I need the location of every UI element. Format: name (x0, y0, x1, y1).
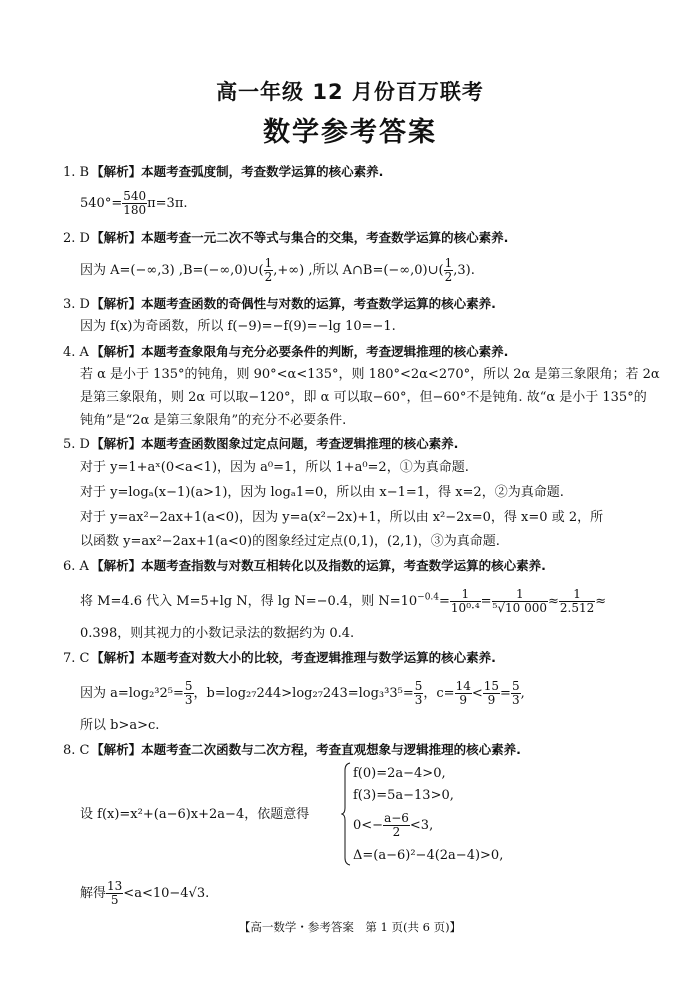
question-8-result (80, 880, 209, 907)
question-number: 7. C (63, 651, 90, 666)
question-3-header (63, 295, 496, 314)
fraction: $\frac{15}{9}$ (483, 679, 500, 707)
math-text: 540°= (80, 196, 123, 211)
question-4-line-1: 若 α 是小于 135°的钝角，则 90°<α<135°，则 180°<2α<270°，所以 2α 是第三象限角；若 2α (80, 367, 660, 382)
fraction: $\frac{13}{5}$ (107, 879, 123, 907)
analysis-heading: 【解析】本题考查弧度制，考查数学运算的核心素养. (91, 164, 384, 179)
analysis-heading: 【解析】本题考查象限角与充分必要条件的判断，考查逻辑推理的核心素养. (91, 344, 509, 359)
question-4-line-2: 是第三象限角，则 2α 可以取−120°，即 α 可以取−60°，但−60°不是钝角. 故“α 是小于 135°的 (80, 390, 647, 405)
question-number: 3. D (63, 297, 90, 312)
question-8-header (63, 741, 521, 760)
question-3-solution: 因为 f(x)为奇函数，所以 f(−9)=−f(9)=−lg 10=−1. (80, 319, 396, 334)
question-7-solution: 因为 a=log₂³2⁵= $\frac{5}{3}$ ，b=log₂₇244>log₂₇243=log₃³3⁵= $\frac{5}{3}$ ，c= $\frac{14}{9}$ < $\frac{15}{9}$ = $\frac{5}{3}$ , (80, 679, 525, 707)
question-5-line-1: 对于 y=1+aˣ(0<a<1)，因为 a⁰=1，所以 1+a⁰=2，①为真命题. (80, 460, 469, 475)
question-6-header (63, 557, 546, 576)
analysis-heading: 【解析】本题考查函数图象过定点问题，考查逻辑推理的核心素养. (91, 436, 459, 451)
analysis-heading: 【解析】本题考查二次函数与二次方程，考查直观想象与逻辑推理的核心素养. (91, 742, 521, 757)
math-text: 因为 A=(−∞,3) ,B=(−∞,0)∪( (80, 263, 264, 278)
analysis-heading: 【解析】本题考查对数大小的比较，考查逻辑推理与数学运算的核心素养. (91, 650, 496, 665)
question-number: 1. B (63, 165, 90, 180)
math-text: ,3). (453, 263, 475, 278)
question-5-header (63, 435, 458, 454)
math-text: ，b=log₂₇244>log₂₇243=log₃³3⁵= (193, 686, 414, 701)
question-6-solution: 将 M=4.6 代入 M=5+lg N，得 lg N=−0.4，则 $N=10^{-0.4}=$ $\frac{1}{\text{10⁰·⁴}}$ = $\frac{1}{\text{⁵√10 000}}$ ≈ $\frac{1}{2.512}$ ≈ (80, 587, 607, 615)
question-number: 6. A (63, 559, 89, 574)
fraction: $\frac{5}{3}$ (511, 679, 520, 707)
exam-title: 高一年级 12 月份百万联考 (216, 80, 484, 104)
question-7-line-2: 所以 b>a>c. (80, 718, 160, 733)
question-5-line-3: 对于 y=ax²−2ax+1(a<0)，因为 y=a(x²−2x)+1，所以由 x²−2x=0，得 x=0 或 2，所 (80, 510, 604, 525)
question-number: 2. D (63, 231, 90, 246)
system-line-3 (353, 812, 433, 839)
question-4-line-3: 钝角”是“2α 是第三象限角”的充分不必要条件. (80, 413, 347, 428)
question-1-header (63, 163, 383, 182)
fraction: $\frac{1}{\text{⁵√10 000}}$ (492, 587, 547, 615)
fraction: $\frac{14}{9}$ (455, 679, 471, 707)
question-6-line-2: 0.398，则其视力的小数记录法的数据约为 0.4. (80, 626, 355, 641)
fraction: $\frac{1}{\text{10⁰·⁴}}$ (450, 587, 480, 615)
math-text: π=3π. (147, 196, 188, 211)
question-5-line-2: 对于 y=logₐ(x−1)(a>1)，因为 logₐ1=0，所以由 x−1=1，得 x=2，②为真命题. (80, 485, 564, 500)
system-line-4: Δ=(a−6)²−4(2a−4)>0, (353, 848, 504, 863)
question-2-header (63, 229, 508, 248)
fraction: $\frac{540}{180}$ (123, 189, 147, 217)
system-line-2: f(3)=5a−13>0, (353, 788, 454, 803)
question-8-lead: 设 f(x)=x²+(a−6)x+2a−4，依题意得 (80, 807, 310, 822)
math-text: 将 M=4.6 代入 M=5+lg N，得 lg N=−0.4，则 N=10 (80, 594, 418, 609)
left-brace (341, 762, 351, 866)
fraction: $\frac{1}{2.512}$ (559, 587, 595, 615)
question-number: 8. C (63, 743, 90, 758)
fraction: $\frac{5}{3}$ (184, 679, 193, 707)
fraction: $\frac{a-6}{2}$ (384, 811, 409, 839)
fraction: $\frac{1}{2}$ (444, 256, 453, 284)
fraction: $\frac{1}{2}$ (264, 256, 273, 284)
math-text: <3, (409, 818, 434, 833)
question-2-solution (80, 257, 475, 284)
math-text: 解得 (80, 886, 107, 901)
system-line-1: f(0)=2a−4>0, (353, 766, 446, 781)
fraction: $\frac{5}{3}$ (414, 679, 423, 707)
question-1-solution (80, 190, 188, 217)
exponent: −0.4 (417, 592, 440, 603)
question-7-header (63, 649, 496, 668)
math-text: 因为 a=log₂³2⁵= (80, 686, 184, 701)
analysis-heading: 【解析】本题考查函数的奇偶性与对数的运算，考查数学运算的核心素养. (91, 296, 496, 311)
analysis-heading: 【解析】本题考查一元二次不等式与集合的交集，考查数学运算的核心素养. (91, 230, 509, 245)
math-text: ，c= (423, 686, 455, 701)
question-number: 4. A (63, 345, 89, 360)
math-text: 0<− (353, 818, 384, 833)
page-footer: 【高一数学・参考答案 第 1 页(共 6 页)】 (238, 920, 462, 934)
analysis-heading: 【解析】本题考查指数与对数互相转化以及指数的运算，考查数学运算的核心素养. (91, 558, 546, 573)
question-number: 5. D (63, 437, 90, 452)
question-5-line-4: 以函数 y=ax²−2ax+1(a<0)的图象经过定点(0,1)，(2,1)，③为真命题. (80, 534, 500, 549)
question-4-header (63, 343, 508, 362)
math-text: <a<10−4√3. (123, 886, 210, 901)
math-text: ,+∞) ,所以 A∩B=(−∞,0)∪( (273, 263, 444, 278)
answer-key-title: 数学参考答案 (263, 117, 437, 148)
